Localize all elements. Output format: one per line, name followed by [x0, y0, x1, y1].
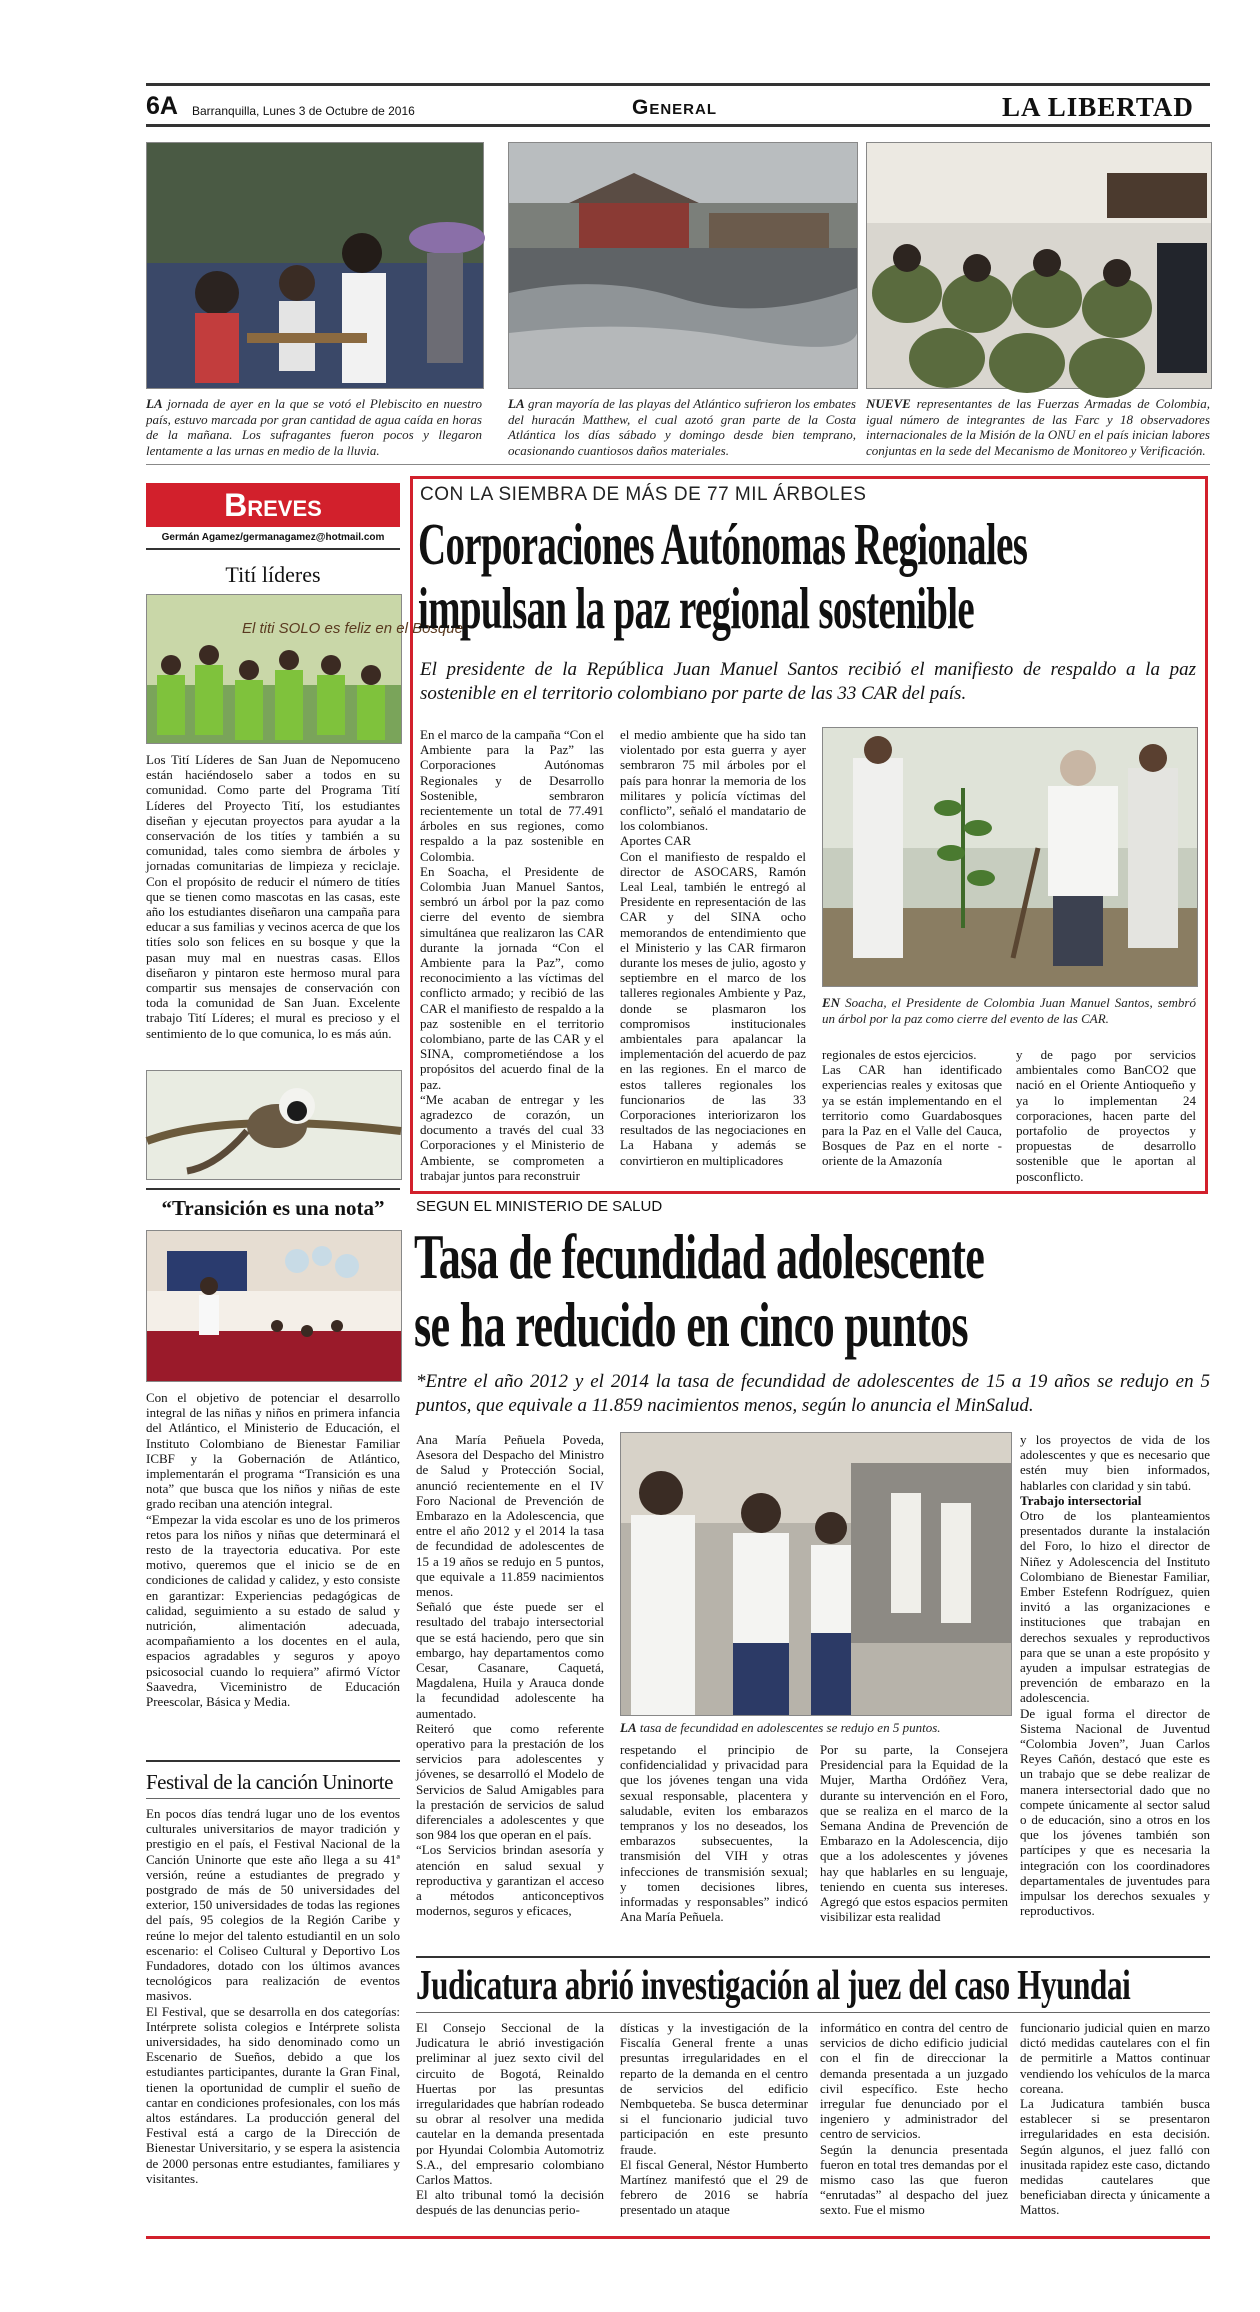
breve-body-titi: Los Tití Líderes de San Juan de Nepomuceno están haciéndoselo saber a todos en su comunidad. Como parte del Programa Tití Líderes del Proyecto Tití, los estudiantes diseñan y ejecutan proyectos para ayudar a la conservación de los titíes y también a su comunidad, tales como siembra de árboles y jornadas comunitarias de limpieza y reciclaje. Con el propósito de reducir el número de titíes que se tienen como mascotas en las casas, este año los estudiantes diseñaron una campaña para educar a sus familias y vecinos acerca de que los titíes solo son felices en su bosque y que la pasan muy mal en nuestras casas. Ellos diseñaron y pintaron este hermoso mural para compartir sus mensajes de conservación con toda la comunidad de San Juan. Excelente trabajo Tití Líderes; el mural es precioso y el sentimiento de lo que comunica, lo es más aún.	[146, 752, 400, 1041]
military-meeting-photo	[866, 142, 1212, 389]
divider	[146, 1188, 400, 1190]
titi-mural-photo	[146, 594, 463, 744]
divider	[146, 1798, 400, 1799]
breve-title-transicion: “Transición es una nota”	[161, 1196, 385, 1220]
story3-col4: funcionario judicial quien en marzo dictó medidas cautelares con el fin de permitirle a Mattos continuar vendiendo los vehículos de la marca coreana. La Judicatura también busca establecer si se presentaron irregularidades en esta decisión. Según algunos, el juez falló con inusitada rapidez este caso, dictando medidas cautelares que beneficiaban directa y únicamente a Mattos.	[1020, 2020, 1210, 2218]
adolescents-photo	[620, 1432, 1012, 1716]
story3-headline: Judicatura abrió investigación al juez del caso Hyundai	[416, 1963, 1131, 2009]
page-number: 6A	[146, 92, 178, 120]
breves-author: Germán Agamez/germanagamez@hotmail.com	[161, 532, 385, 543]
story1-col3: regionales de estos ejercicios. Las CAR han identificado experiencias reales y exitosas que ya se están implementando en el territorio como Guardabosques para la Paz en el Valle del Cauca, Bosques de Paz en el norte - oriente de la Amazonía	[822, 1047, 1002, 1169]
story3-col3: informático en contra del centro de servicios de dicho edificio judicial con el fin de direccionar la demanda presentada a un juzgado civil específico. Este hecho irregular fue denunciado por el ingeniero y administrador del centro de servicios. Según la denuncia presentada fueron en total tres demandas por el mismo caso las que fueron “enrutadas” al despacho del juez sexto. Fue el mismo	[820, 2020, 1008, 2218]
divider	[146, 464, 1210, 465]
santos-planting-photo	[822, 727, 1198, 987]
breve-body-transicion: Con el objetivo de potenciar el desarrollo integral de las niñas y niños en primera infancia del Atlántico, el Ministerio de Educación, el Instituto Colombiano de Bienestar Familiar ICBF y la Gobernación de Atlántico, implementarán el programa “Transición es una nota” que busca que los niños y niñas de este grado reciban una atención integral. “Empezar la vida escolar es uno de los primeros retos para los niños y niñas que determinará el resto de la trayectoria educativa. Por este motivo, queremos que el inicio se de en condiciones de calidad y calidez, y esto consiste en garantizar: Experiencias pedagógicas de calidad, seguimiento a su estado de salud y nutrición, alimentación adecuada, acompañamiento a los docentes en el aula, espacios agradables y seguros y apoyo psicosocial cuando lo requiera” afirmó Víctor Saavedra, Viceministro de Educación Preescolar, Básica y Media.	[146, 1390, 400, 1710]
breve-title-festival: Festival de la canción Uninorte	[146, 1770, 393, 1794]
section-title: General	[632, 96, 718, 119]
breve-title-titi: Tití líderes	[225, 562, 321, 587]
divider	[146, 548, 400, 550]
story3-col2: dísticas y la investigación de la Fiscalía General frente a unas presuntas irregularidades en el reparto de la demanda en el centro de servicios del edificio Nembqueteba. Se busca determinar si el funcionario judicial tuvo participación en este presunto fraude. El fiscal General, Néstor Humberto Martínez manifestó que el 29 de febrero de 2016 se habría presentado un ataque	[620, 2020, 808, 2218]
divider	[146, 1760, 400, 1762]
breves-banner	[146, 483, 400, 527]
story2-kicker: SEGUN EL MINISTERIO DE SALUD	[416, 1198, 663, 1215]
voting-photo	[146, 142, 484, 389]
story2-col4: y los proyectos de vida de los adolescentes y que es necesario que estén muy bien informados, hablarles con claridad y sin tabú. Trabajo intersectorial Otro de los planteamientos presentados durante la instalación del Foro, lo hizo el director de Niñez y Adolescencia del Instituto Colombiano de Bienestar Familiar, Ember Estefenn Rodríguez, quien invitó a las organizaciones e instituciones que trabajan en derechos sexuales y reproductivos para que se unan a este propósito y ayuden a impulsar estrategias de prevención de embarazo en la adolescencia. De igual forma el director de Sistema Nacional de Juventud “Colombia Joven”, Juan Carlos Reyes Cañón, destacó que este es un trabajo que se debe realizar de manera intersectorial dado que no compete únicamente al sector salud o de educación, sino a otros en los que los jóvenes también son partícipes y que es necesaria la integración con los coordinadores departamentales de juventudes para impulsar los derechos sexuales y reproductivos.	[1020, 1432, 1210, 1919]
story2-photo-caption: LA tasa de fecundidad en adolescentes se redujo en 5 puntos.	[620, 1720, 941, 1735]
story2-col3: Por su parte, la Consejera Presidencial para la Equidad de la Mujer, Martha Ordóñez Vera, durante su intervención en el Foro, que se realiza en el marco de la Semana Andina de Prevención de Embarazo en la Adolescencia, dijo que a los adolescentes y jóvenes hay que hablarles en su lenguaje, teniendo en cuenta sus intereses. Agregó que estos espacios permiten visibilizar esta realidad	[820, 1742, 1008, 1925]
story1-col2: el medio ambiente que ha sido tan violentado por esta guerra y ayer sembraron 75 mil árboles por el país para honrar la memoria de los militares y policía víctimas del conflicto”, señaló el mandatario de los colombianos. Aportes CAR Con el manifiesto de respaldo el director de ASOCARS, Ramón Leal Leal, también le entregó al Presidente en representación de las CAR y del SINA ocho memorandos de entendimiento que el Ministerio y las CAR firmaron durante los meses de julio, agosto y septiembre en el marco de los talleres regionales Ambiente y Paz, donde se plasmaron los compromisos institucionales ambientales para apalancar la implementación del acuerdo de paz en las regiones. En el marco de estos talleres regionales los funcionarios de las 33 Corporaciones interiorizaron los resultados de las negociaciones en La Habana y además se convirtieron en multiplicadores	[620, 727, 806, 1168]
story2-subhead: Trabajo intersectorial	[1020, 1492, 1142, 1508]
breves-title: Breves	[224, 487, 322, 523]
mural-text: El titi SOLO es feliz en el Bosque	[242, 620, 463, 637]
story1-col1: En el marco de la campaña “Con el Ambiente para la Paz” las Corporaciones Autónomas Regionales y de Desarrollo Sostenible, sembraron recientemente un total de 77.491 árboles en sus regiones, como respaldo a la paz sostenible en Colombia. En Soacha, el Presidente de Colombia Juan Manuel Santos, sembró un árbol por la paz como cierre del evento de siembra simultánea que realizaron las CAR durante la jornada “Con el Ambiente para la Paz”, como reconocimiento a las víctimas del conflicto armado; y recibió de las CAR el manifiesto de respaldo a la paz sostenible en el territorio colombiano, parte de las CAR y el SINA, comprometiéndose a los propósitos del acuerdo final de la paz. “Me acaban de entregar y les agradezco de corazón, un documento a través del cual 33 Corporaciones y el Ministerio de Ambiente, se comprometen a trabajar juntos para reconstruir	[420, 727, 604, 1183]
story3-col1: El Consejo Seccional de la Judicatura le abrió investigación preliminar al juez sexto civil del circuito de Bogotá, Reinaldo Huertas por las presuntas irregularidades que habrían rodeado su obrar al resolver una medida cautelar en la demanda presentada por Hyundai Colombia Automotriz S.A., del empresario colombiano Carlos Mattos. El alto tribunal tomó la decisión después de las denuncias perio-	[416, 2020, 604, 2218]
hurricane-beach-photo	[508, 142, 858, 389]
story2-dek: *Entre el año 2012 y el 2014 la tasa de fecundidad de adolescentes de 15 a 19 años se redujo en 5 puntos, que equivale a 11.859 nacimientos menos, según lo anuncia el MinSalud.	[416, 1371, 1210, 1416]
breve-body-festival: En pocos días tendrá lugar uno de los eventos culturales universitarios de mayor tradición y prestigio en el país, el Festival Nacional de la Canción Uninorte que este año llega a su 41ª versión, reúne a estudiantes de pregrado y postgrado de más de 50 universidades del exterior, 150 universidades de todas las regiones del país, 95 colegios de la Región Caribe y reúne lo mejor del talento estudiantil en un solo escenario: el Coliseo Cultural y Deportivo Los Fundadores, dotado con los últimos avances tecnológicos para realización de eventos masivos. El Festival, que se desarrolla en dos categorías: Intérprete solista colegios e Intérprete solista universidades, ha sido denominado como un Escenario de Sueños, debido a que los estudiantes participantes, durante la Gran Final, tienen la oportunidad de cumplir el sueño de cantar en condiciones profesionales, con los más altos estándares. La producción general del Festival está a cargo de la Dirección de Bienestar Universitario, y se espera la asistencia de 2000 personas entre estudiantes, familiares y visitantes.	[146, 1806, 400, 2186]
divider	[416, 2012, 1210, 2013]
story2-headline-line2: se ha reducido en cinco puntos	[414, 1289, 968, 1360]
dateline: Barranquilla, Lunes 3 de Octubre de 2016	[192, 104, 415, 118]
photo-caption-voting: LA jornada de ayer en la que se votó el Plebiscito en nuestro país, estuvo marcada por gran cantidad de agua caída en horas de la mañana. Los sufragantes fueron pocos y llegaron lentamente a las urnas en medio de la lluvia.	[146, 396, 482, 458]
story1-headline-line1: Corporaciones Autónomas Regionales	[418, 511, 1028, 577]
header-top-rule	[146, 83, 1210, 86]
footer-rule	[146, 2236, 1210, 2239]
story1-photo-caption: EN Soacha, el Presidente de Colombia Juan Manuel Santos, sembró un árbol por la paz como cierre del evento de las CAR.	[822, 995, 1196, 1026]
story2-col2: respetando el principio de confidencialidad y privacidad para que los jóvenes tengan una vida sexual responsable, placentera y saludable, eviten los embarazos tempranos y los no deseados, los embarazos subsecuentes, la transmisión del VIH y otras infecciones de transmisión sexual; y tomen decisiones libres, informadas y responsables” indicó Ana María Peñuela.	[620, 1742, 808, 1925]
titi-monkey-photo	[146, 1070, 402, 1180]
story1-headline-line2: impulsan la paz regional sostenible	[418, 575, 975, 641]
photo-caption-hurricane: LA gran mayoría de las playas del Atlántico sufrieron los embates del huracán Matthew, el cual azotó gran parte de la Costa Atlántica los días sábado y domingo desde bien temprano, ocasionando cuantiosos daños materiales.	[508, 396, 856, 458]
masthead: LA LIBERTAD	[1002, 92, 1194, 122]
story1-dek: El presidente de la República Juan Manuel Santos recibió el manifiesto de respaldo a la paz sostenible en el territorio colombiano por parte de las 33 CAR del país.	[420, 659, 1196, 704]
divider	[416, 1956, 1210, 1958]
transicion-classroom-photo	[146, 1230, 402, 1382]
photo-caption-military: NUEVE representantes de las Fuerzas Armadas de Colombia, igual número de integrantes de las Farc y 18 observadores internacionales de la Misión de la ONU en el país inician labores conjuntas en la sede del Mecanismo de Monitoreo y Verificación.	[866, 396, 1210, 458]
story1-col4: y de pago por servicios ambientales como BanCO2 que nació en el Oriente Antioqueño y ya lo implementan 24 corporaciones, hacen parte del portafolio de proyectos y propuestas de desarrollo sostenible que le aportan al posconflicto.	[1016, 1047, 1196, 1184]
story1-kicker: CON LA SIEMBRA DE MÁS DE 77 MIL ÁRBOLES	[420, 484, 867, 505]
header-bottom-rule	[146, 124, 1210, 127]
story2-col1: Ana María Peñuela Poveda, Asesora del Despacho del Ministro de Salud y Protección Social, anunció recientemente en el IV Foro Nacional de Prevención de Embarazo en la Adolescencia, que entre el año 2012 y el 2014 la tasa de fecundidad de adolescentes de 15 a 19 años se redujo en 5 puntos, que equivale a 11.859 nacimientos menos. Señaló que éste puede ser el resultado del trabajo intersectorial que se está haciendo, pero que sin embargo, hay departamentos como Cesar, Casanare, Caquetá, Magdalena, Huila y Arauca donde la fecundidad adolescente ha aumentado. Reiteró que como referente operativo para la prestación de los servicios para adolescentes y jóvenes, se desarrolló el Modelo de Servicios de Salud Amigables para la prestación de servicios de salud diferenciales a adolescentes y que son 984 los que operan en el país. “Los Servicios brindan asesoría y atención en salud sexual y reproductiva y garantizan el acceso a métodos anticonceptivos modernos, seguros y eficaces,	[416, 1432, 604, 1919]
story2-headline-line1: Tasa de fecundidad adolescente	[414, 1221, 985, 1292]
